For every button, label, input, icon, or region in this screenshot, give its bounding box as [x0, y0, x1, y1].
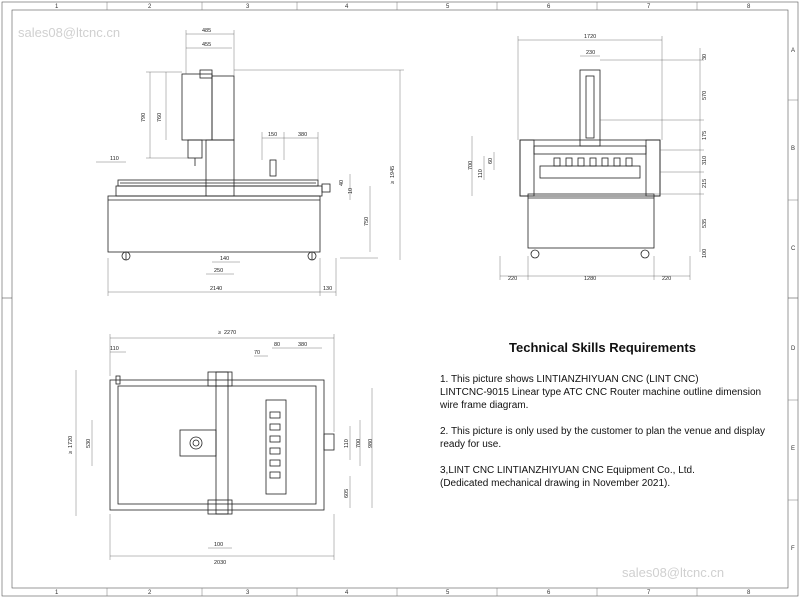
zone-col-3: 3: [246, 4, 250, 10]
top-view-dimensions: [68, 330, 374, 566]
dim-380: 380: [298, 342, 308, 348]
technical-notes: [440, 340, 795, 503]
dim-70: 70: [254, 350, 261, 356]
notes-item-3-line-2: (Dedicated mechanical drawing in November 2021).: [440, 478, 671, 489]
dim-570: 570: [702, 90, 708, 100]
zone-col-7: 7: [647, 4, 651, 10]
dim-215: 215: [702, 178, 708, 188]
dim-535: 535: [702, 218, 708, 228]
side-view-dimension-lines: [96, 30, 404, 296]
notes-item-1-line-1: 1. This picture shows LINTIANZHIYUAN CNC (LINT CNC): [440, 374, 699, 385]
dim-1720: 1720: [68, 435, 74, 448]
zone-row-f: F: [791, 546, 795, 552]
notes-item-2: [440, 425, 795, 451]
dim-60: 60: [488, 157, 494, 164]
notes-item-2-line-1: 2. This picture is only used by the customer to plan the venue and display: [440, 426, 766, 437]
zone-col-5: 5: [446, 4, 450, 10]
dim-110-right: 110: [344, 439, 350, 448]
dim-1720-prefix: ≥: [68, 450, 74, 454]
zone-col-6: 6: [547, 4, 551, 10]
zone-row-c: C: [791, 246, 796, 252]
dim-100: 100: [214, 542, 224, 548]
notes-item-3: [440, 464, 795, 490]
side-view: [108, 70, 330, 260]
dim-80: 80: [274, 342, 281, 348]
dim-140: 140: [220, 256, 230, 262]
notes-item-1: [440, 373, 795, 412]
dim-220-right: 220: [662, 276, 672, 282]
zone-row-e: E: [791, 446, 796, 452]
front-view-dimension-lines: [472, 36, 704, 280]
dim-110: 110: [110, 156, 119, 162]
dim-700: 700: [356, 438, 362, 448]
dim-30: 30: [702, 53, 708, 60]
notes-item-3-line-1: 3,LINT CNC LINTIANZHIYUAN CNC Equipment Co., Ltd.: [440, 465, 695, 476]
notes-item-2-line-2: ready for use.: [440, 439, 502, 450]
dim-1280: 1280: [584, 276, 597, 282]
dim-790: 790: [141, 112, 147, 122]
front-view: [520, 70, 660, 258]
dim-230: 230: [586, 50, 596, 56]
top-view: [110, 372, 334, 514]
zone-row-a: A: [791, 48, 796, 54]
top-view-dimension-lines: [76, 334, 372, 560]
zone-col-2: 2: [148, 4, 152, 10]
dim-760: 760: [157, 112, 163, 122]
dim-455: 455: [202, 42, 212, 48]
dim-10: 10: [348, 187, 354, 194]
zone-col-1: 1: [55, 4, 59, 10]
dim-40: 40: [339, 179, 345, 186]
dim-250: 250: [214, 268, 224, 274]
zone-col-6-bottom: 6: [547, 590, 551, 596]
dim-310: 310: [702, 155, 708, 165]
dim-2030: 2030: [214, 560, 227, 566]
notes-title: Technical Skills Requirements: [509, 340, 696, 355]
zone-col-8: 8: [747, 4, 751, 10]
dim-110: 110: [110, 346, 119, 352]
zone-col-7-bottom: 7: [647, 590, 651, 596]
dim-220-left: 220: [508, 276, 518, 282]
dim-100: 100: [702, 248, 708, 258]
dim-2270-prefix: ≥: [218, 330, 222, 336]
dim-2140: 2140: [210, 286, 223, 292]
zone-row-b: B: [791, 146, 796, 152]
front-view-dimensions: [468, 34, 708, 282]
zone-col-4-bottom: 4: [345, 590, 349, 596]
dim-2270: 2270: [224, 330, 237, 336]
dim-130: 130: [323, 286, 333, 292]
dim-380: 380: [298, 132, 308, 138]
notes-item-1-line-2: LINTCNC-9015 Linear type ATC CNC Router machine outline dimension: [440, 387, 762, 398]
zone-col-4: 4: [345, 4, 349, 10]
dim-750: 750: [364, 216, 370, 226]
zone-markers: [107, 2, 798, 596]
zone-col-1-bottom: 1: [55, 590, 59, 596]
dim-1720: 1720: [584, 34, 597, 40]
zone-col-5-bottom: 5: [446, 590, 450, 596]
zone-col-3-bottom: 3: [246, 590, 250, 596]
dim-485: 485: [202, 28, 212, 34]
zone-col-8-bottom: 8: [747, 590, 751, 596]
watermark-top: sales08@ltcnc.cn: [18, 25, 121, 40]
dim-700: 700: [468, 160, 474, 170]
dim-530: 530: [86, 438, 92, 448]
dim-980: 980: [368, 438, 374, 448]
dim-110: 110: [478, 169, 484, 178]
dim-175: 175: [702, 130, 708, 140]
dim-1945-prefix: ≥: [390, 180, 396, 184]
watermark-bottom: sales08@ltcnc.cn: [622, 565, 725, 580]
notes-item-1-line-3: wire frame diagram.: [440, 400, 529, 411]
zone-col-2-bottom: 2: [148, 590, 152, 596]
dim-605: 605: [344, 488, 350, 498]
zone-row-d: D: [791, 346, 796, 352]
dim-1945: 1945: [390, 165, 396, 178]
dim-150: 150: [268, 132, 278, 138]
